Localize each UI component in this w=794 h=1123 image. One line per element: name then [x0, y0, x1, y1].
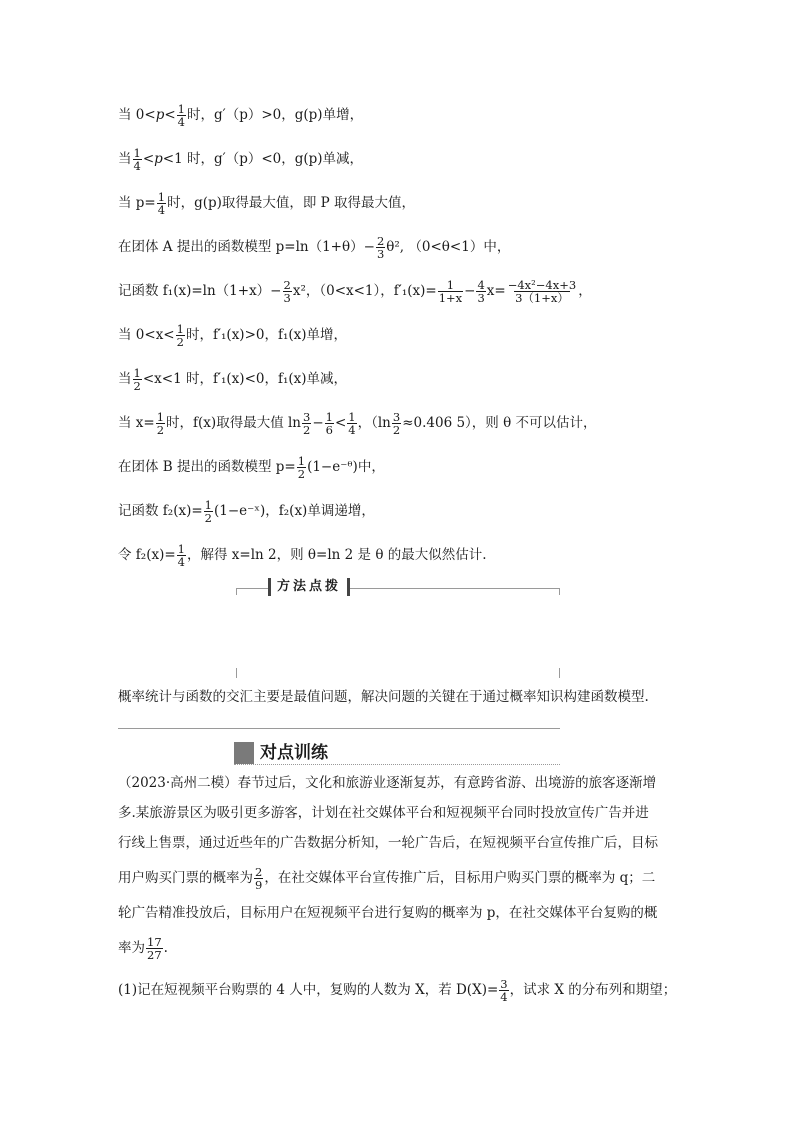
solution-line-10: 记函数 f₂(x)= $\frac{1}{2}$ (1−e⁻ˣ)，f₂(x)单调递增，: [118, 498, 375, 525]
fraction: $\frac{4}{3}$: [477, 278, 485, 305]
method-text: 概率统计与函数的交汇主要是最值问题，解决问题的关键在于通过概率知识构建函数模型.: [118, 689, 649, 705]
solution-line-7: 当 $\frac{1}{2}$ <x<1 时，f′₁(x)<0，f₁(x)单减，: [118, 366, 348, 393]
fraction: $\frac{2}{3}$: [283, 278, 291, 305]
problem-line: 行线上售票，通过近些年的广告数据分析知，一轮广告后，在短视频平台宣传推广后，目标: [118, 835, 658, 851]
fraction: $\frac{2}{9}$: [255, 865, 263, 892]
fraction: $\frac{1}{2}$: [133, 366, 141, 393]
solution-line-5: 记函数 f₁(x)=ln（1+x）− $\frac{2}{3}$ x²，（0<x<1），f′₁(x)= $\frac{1}{1+x}$ − $\frac{4}{3}$ x= $\frac{\text{−4x²−4x+3}}{3(1+x)}$ ，: [118, 278, 592, 305]
fraction: $\frac{3}{2}$: [392, 410, 401, 437]
section-underline: [234, 764, 560, 765]
section-marker-icon: [234, 742, 254, 764]
problem-line: 多.某旅游景区为吸引更多游客，计划在社交媒体平台和短视频平台同时投放宣传广告并进: [118, 805, 649, 821]
problem-line: 率为 $\frac{17}{27}$ .: [118, 935, 168, 962]
solution-line-6: 当 0<x< $\frac{1}{2}$ 时，f′₁(x)>0，f₁(x)单增，: [118, 322, 348, 349]
solution-line-4: 在团体 A 提出的函数模型 p=ln（1+θ）− $\frac{2}{3}$ θ², （0<θ<1）中，: [118, 234, 511, 261]
solution-line-8: 当 x= $\frac{1}{2}$ 时，f(x)取得最大值 ln $\frac{3}{2}$ − $\frac{1}{6}$ < $\frac{1}{4}$ ，（ln $\frac{3}{2}$ ≈0.406 5），则 θ 不可以估计，: [118, 410, 597, 437]
method-box-bottom: [236, 668, 560, 678]
fraction: $\frac{1}{4}$: [157, 190, 166, 217]
fraction: $\frac{1}{2}$: [297, 454, 306, 481]
fraction: $\frac{3}{4}$: [500, 977, 508, 1004]
divider: [118, 728, 560, 729]
fraction: $\frac{2}{3}$: [376, 234, 385, 261]
fraction: $\frac{1}{2}$: [176, 322, 184, 349]
solution-line-2: 当 $\frac{1}{4}$ <p<1 时，g′（p）<0，g(p)单减，: [118, 146, 364, 173]
fraction: $\frac{1}{4}$: [348, 410, 356, 437]
solution-line-1: 当 0<p< $\frac{1}{4}$ 时，g′（p）>0，g(p)单增，: [118, 102, 364, 129]
section-title: 对点训练: [260, 743, 328, 763]
fraction: $\frac{1}{4}$: [177, 102, 185, 129]
fraction: $\frac{1}{6}$: [325, 410, 333, 437]
solution-line-9: 在团体 B 提出的函数模型 p= $\frac{1}{2}$ (1−e⁻ᶿ)中，: [118, 454, 385, 481]
fraction: $\frac{1}{4}$: [133, 146, 141, 173]
fraction: $\frac{\text{−4x²−4x+3}}{3(1+x)}$: [507, 278, 577, 305]
problem-line: （2023·高州二模）春节过后，文化和旅游业逐渐复苏，有意跨省游、出境游的旅客逐渐增: [118, 775, 657, 791]
solution-line-11: 令 f₂(x)= $\frac{1}{4}$ ，解得 x=ln 2，则 θ=ln 2 是 θ 的最大似然估计.: [118, 542, 487, 569]
problem-line: 轮广告精准投放后，目标用户在短视频平台进行复购的概率为 p，在社交媒体平台复购的概: [118, 905, 658, 921]
fraction: $\frac{1}{1+x}$: [438, 278, 463, 305]
practice-problem: [118, 768, 678, 1012]
problem-line: 用户购买门票的概率为 $\frac{2}{9}$ ，在社交媒体平台宣传推广后，目标用户购买门票的概率为 q；二: [118, 865, 656, 892]
solution-line-3: 当 p= $\frac{1}{4}$ 时，g(p)取得最大值，即 P 取得最大值，: [118, 190, 416, 217]
method-box-title: 方法点拨: [268, 578, 350, 596]
fraction: $\frac{3}{2}$: [303, 410, 311, 437]
fraction: $\frac{1}{2}$: [204, 498, 212, 525]
fraction: $\frac{1}{4}$: [177, 542, 185, 569]
fraction: $\frac{1}{2}$: [156, 410, 165, 437]
question-1: (1)记在短视频平台购票的 4 人中，复购的人数为 X，若 D(X)= $\frac{3}{4}$ ，试求 X 的分布列和期望；: [118, 977, 677, 1004]
fraction: $\frac{17}{27}$: [147, 935, 162, 962]
